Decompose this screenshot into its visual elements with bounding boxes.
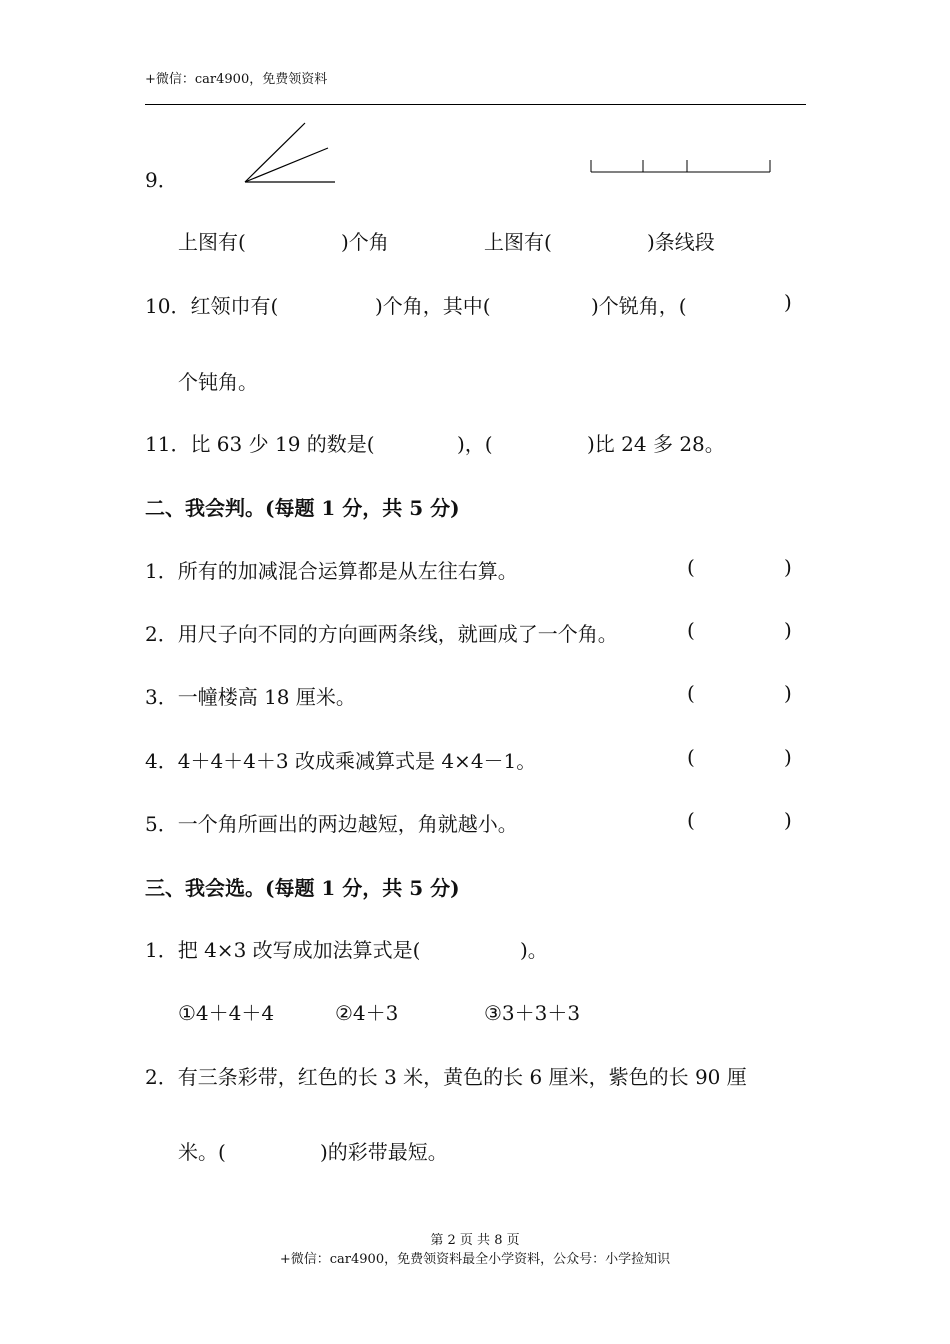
angle-figure	[240, 118, 340, 188]
header-text: +微信：car4900，免费领资料	[145, 72, 328, 87]
q10-part-d: )	[784, 290, 792, 314]
q11-part-a: 11．比 63 少 19 的数是(	[145, 432, 375, 456]
judge-paren-close: )	[784, 555, 792, 579]
judge-paren-close: )	[784, 808, 792, 832]
angle-ray-2	[245, 148, 328, 182]
choice-q2-line2-open: 米。(	[178, 1140, 226, 1164]
q11-part-b: )，(	[457, 432, 493, 456]
q10-part-a: 10．红领巾有(	[145, 294, 279, 318]
angle-ray-1	[245, 123, 305, 182]
q11-part-c: )比 24 多 28。	[587, 432, 725, 456]
judge-item-3: 3．一幢楼高 18 厘米。	[145, 685, 356, 709]
choice-q1-option-1: ①4＋4＋4	[178, 1001, 275, 1025]
q9-left-close: )个角	[341, 230, 389, 254]
judge-item-5: 5．一个角所画出的两边越短，角就越小。	[145, 812, 518, 836]
judge-paren-open: (	[687, 681, 695, 705]
footer-text: +微信：car4900，免费领资料最全小学资料，公众号：小学捡知识	[279, 1252, 671, 1267]
q10-part-c: )个锐角，(	[591, 294, 687, 318]
q9-right-open: 上图有(	[484, 230, 552, 254]
judge-paren-open: (	[687, 745, 695, 769]
footer-page-number: 第 2 页 共 8 页	[430, 1233, 520, 1248]
choice-q1-part-a: 1．把 4×3 改写成加法算式是(	[145, 938, 421, 962]
section2-title: 二、我会判。(每题 1 分，共 5 分)	[145, 496, 460, 520]
q10-part-b: )个角，其中(	[375, 294, 491, 318]
segment-figure	[588, 156, 774, 176]
judge-paren-open: (	[687, 555, 695, 579]
judge-paren-close: )	[784, 681, 792, 705]
judge-item-4: 4．4＋4＋4＋3 改成乘减算式是 4×4－1。	[145, 749, 537, 773]
choice-q1-part-b: )。	[520, 938, 548, 962]
judge-item-1: 1．所有的加减混合运算都是从左往右算。	[145, 559, 518, 583]
choice-q2-line2-close: )的彩带最短。	[320, 1140, 448, 1164]
judge-item-2: 2．用尺子向不同的方向画两条线，就画成了一个角。	[145, 622, 618, 646]
q9-right-close: )条线段	[647, 230, 715, 254]
section3-title: 三、我会选。(每题 1 分，共 5 分)	[145, 876, 460, 900]
choice-q1-option-3: ③3＋3＋3	[484, 1001, 581, 1025]
q10-line2: 个钝角。	[178, 370, 258, 394]
header-rule	[145, 104, 806, 105]
choice-q1-option-2: ②4＋3	[335, 1001, 399, 1025]
judge-paren-open: (	[687, 808, 695, 832]
q9-number: 9．	[145, 168, 178, 192]
judge-paren-close: )	[784, 618, 792, 642]
choice-q2-line1: 2．有三条彩带，红色的长 3 米，黄色的长 6 厘米，紫色的长 90 厘	[145, 1065, 747, 1089]
judge-paren-close: )	[784, 745, 792, 769]
judge-paren-open: (	[687, 618, 695, 642]
q9-left-open: 上图有(	[178, 230, 246, 254]
